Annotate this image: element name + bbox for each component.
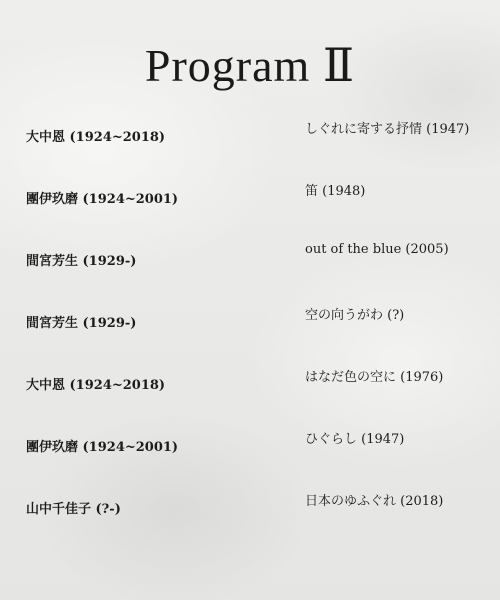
work-title: 空の向うがわ (?) [305,308,405,323]
program-row [0,308,500,342]
composer-name: 間宮芳生 (1929-) [26,316,137,331]
program-row [0,432,500,466]
program-row [0,494,500,528]
program-row [0,370,500,404]
program-title: Program Ⅱ [144,40,356,91]
work-title: 笛 (1948) [305,184,366,199]
program-row [0,242,500,280]
work-title: しぐれに寄する抒情 (1947) [305,122,470,137]
work-title: 日本のゆふぐれ (2018) [305,494,444,509]
work-title: ひぐらし (1947) [305,432,405,447]
composer-name: 山中千佳子 (?-) [26,502,121,517]
program-row [0,122,500,156]
composer-name: 團伊玖磨 (1924~2001) [26,440,179,455]
program-row [0,184,500,218]
work-title: はなだ色の空に (1976) [305,370,444,385]
composer-name: 大中恩 (1924~2018) [26,378,166,393]
composer-name: 團伊玖磨 (1924~2001) [26,192,179,207]
work-title: out of the blue (2005) [305,242,449,257]
composer-name: 間宮芳生 (1929-) [26,254,137,269]
composer-name: 大中恩 (1924~2018) [26,130,166,145]
